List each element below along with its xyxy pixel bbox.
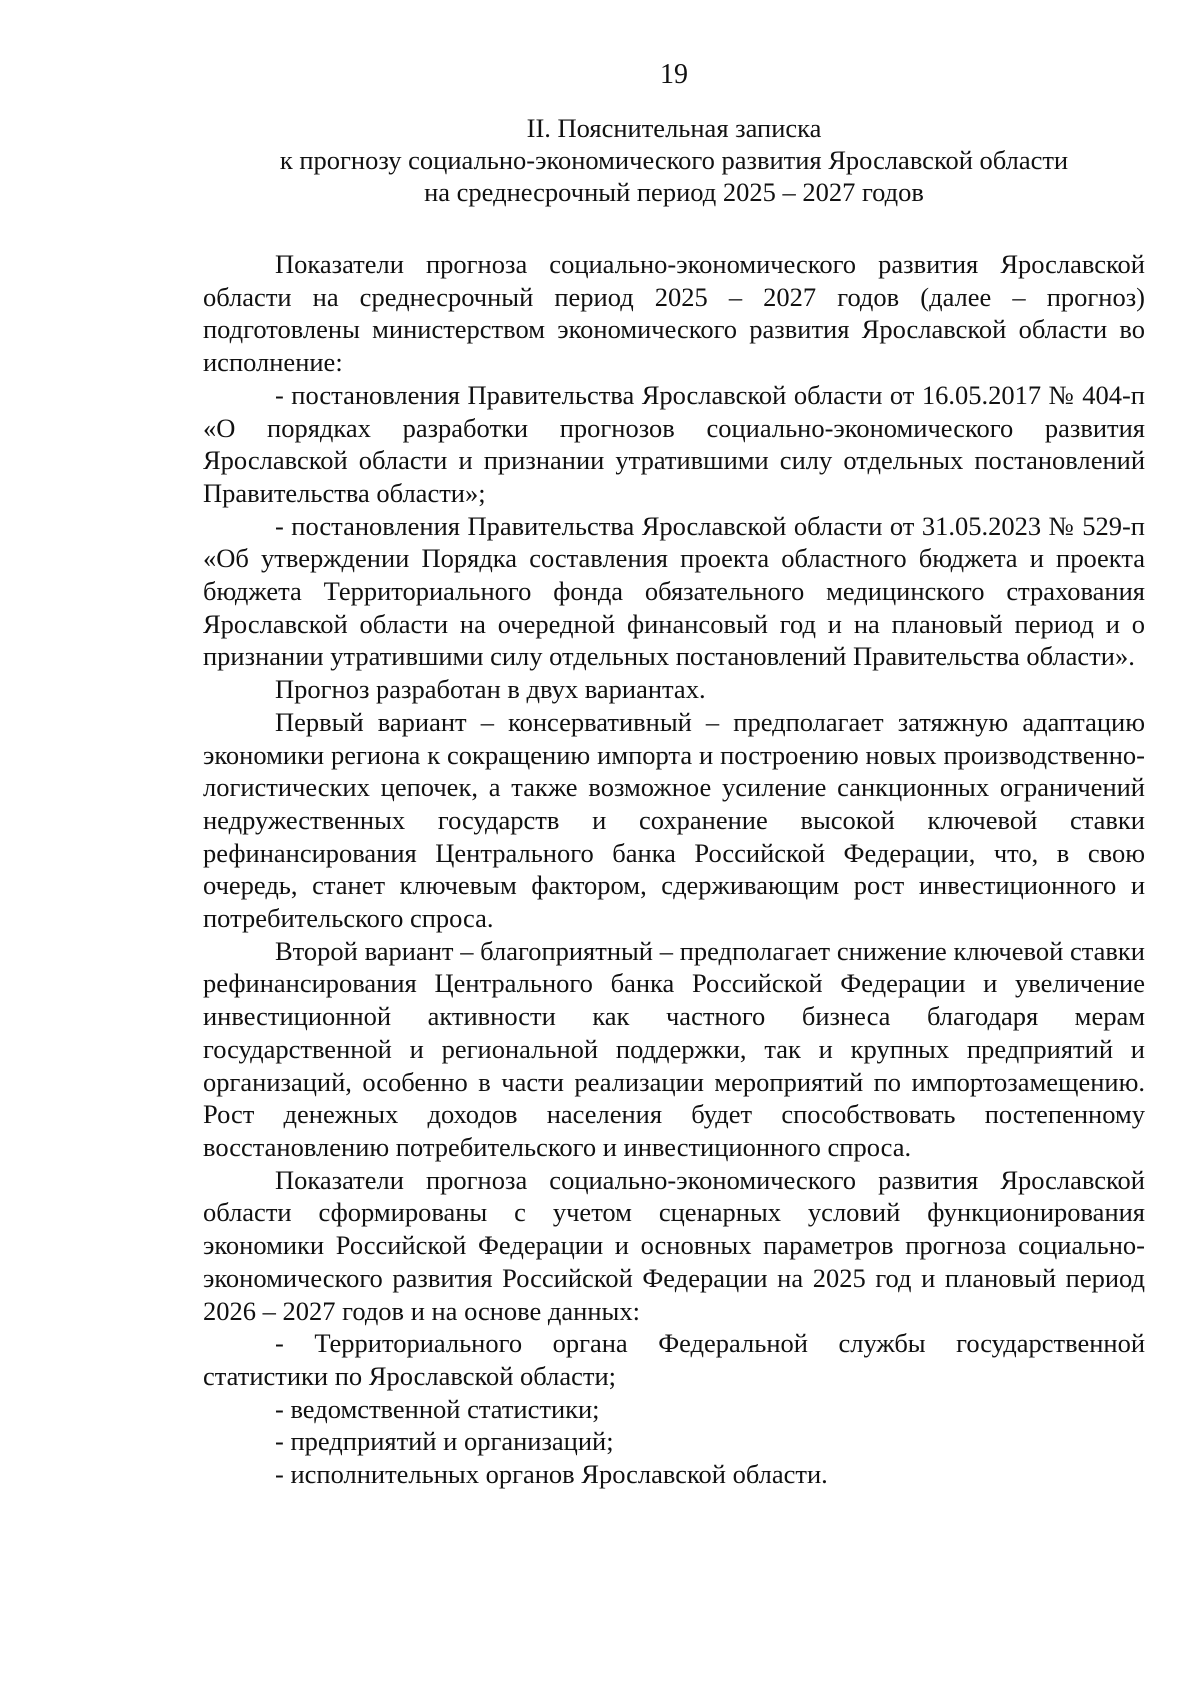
document-body	[203, 248, 1145, 1491]
paragraph-conservative: Первый вариант – консервативный – предполагает затяжную адаптацию экономики региона к сокращению импорта и построению новых производственно-логистических цепочек, а также возможное усиление санкционных ограничений недружественных государств и сохранение высокой ключевой ставки рефинансирования Центрального банка Российской Федерации, что, в свою очередь, станет ключевым фактором, сдерживающим рост инвестиционного и потребительского спроса.	[203, 706, 1145, 934]
page-number: 19	[660, 59, 688, 90]
list-item-departmental: - ведомственной статистики;	[275, 1393, 600, 1424]
list-item-enterprises: - предприятий и организаций;	[275, 1426, 614, 1457]
title-line-1: II. Пояснительная записка	[526, 113, 822, 143]
paragraph-indicators: Показатели прогноза социально-экономического развития Ярославской области сформированы с учетом сценарных условий функционирования экономики Российской Федерации и основных параметров прогноза социально-экономического развития Российской Федерации на 2025 год и плановый период 2026 – 2027 годов и на основе данных:	[203, 1164, 1145, 1326]
list-item-resolution-404: - постановления Правительства Ярославской области от 16.05.2017 № 404-п «О порядках разработки прогнозов социально-экономического развития Ярославской области и признании утратившими силу отдельных постановлений Правительства области»;	[203, 379, 1145, 508]
list-item-resolution-529: - постановления Правительства Ярославской области от 31.05.2023 № 529-п «Об утверждении Порядка составления проекта областного бюджета и проекта бюджета Территориального фонда обязательного медицинского страхования Ярославской области на очередной финансовый год и на плановый период и о признании утратившими силу отдельных постановлений Правительства области».	[203, 510, 1145, 672]
list-item-executive-bodies: - исполнительных органов Ярославской области.	[275, 1459, 828, 1490]
paragraph-intro: Показатели прогноза социально-экономического развития Ярославской области на среднесрочный период 2025 – 2027 годов (далее – прогноз) подготовлены министерством экономического развития Ярославской области во исполнение:	[203, 249, 1145, 378]
paragraph-favorable: Второй вариант – благоприятный – предполагает снижение ключевой ставки рефинансирования Центрального банка Российской Федерации и увеличение инвестиционной активности как частного бизнеса благодаря мерам государственной и региональной поддержки, так и крупных предприятий и организаций, особенно в части реализации мероприятий по импортозамещению. Рост денежных доходов населения будет способствовать постепенному восстановлению потребительского и инвестиционного спроса.	[203, 935, 1145, 1162]
paragraph-variants: Прогноз разработан в двух вариантах.	[275, 674, 706, 705]
document-page	[203, 58, 1145, 1491]
document-title	[203, 112, 1145, 208]
list-item-rosstat: - Территориального органа Федеральной службы государственной статистики по Ярославской области;	[203, 1328, 1145, 1391]
title-line-3: на среднесрочный период 2025 – 2027 годов	[424, 177, 924, 207]
title-line-2: к прогнозу социально-экономического развития Ярославской области	[279, 145, 1069, 175]
